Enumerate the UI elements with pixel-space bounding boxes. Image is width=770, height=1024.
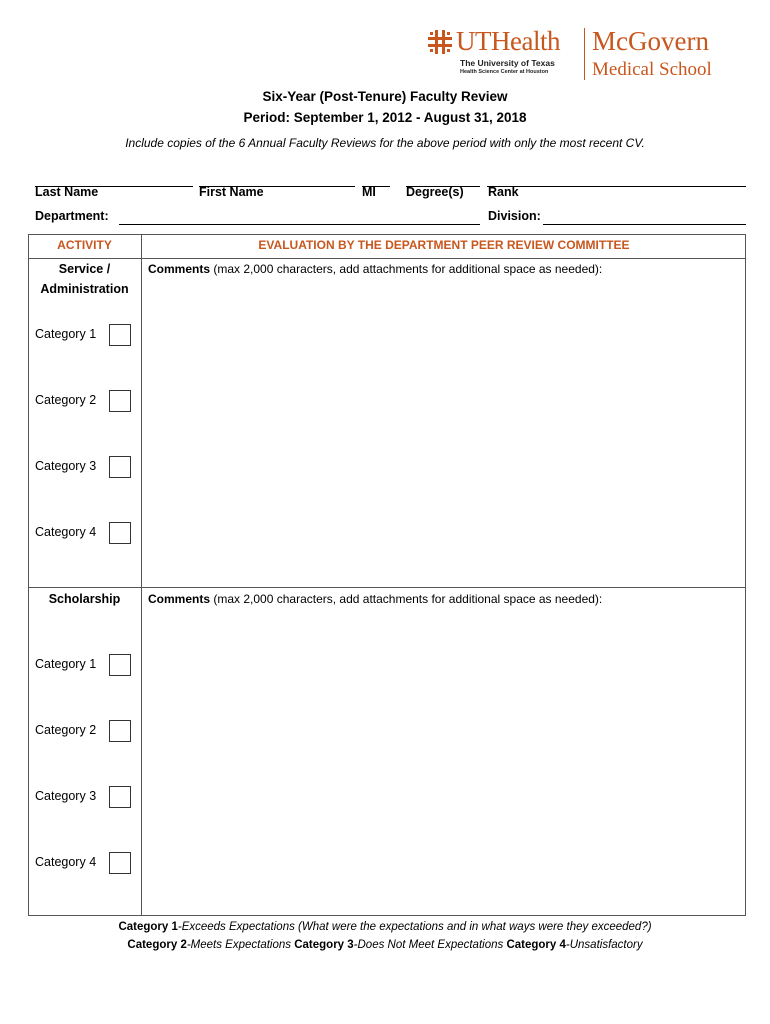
service-category-2-label: Category 2 (35, 393, 97, 407)
school-name-line1: McGovern (592, 26, 709, 56)
rank-field[interactable] (487, 186, 746, 187)
uthealth-mark-icon (428, 30, 452, 54)
table-column-divider (141, 234, 142, 916)
uthealth-subtitle: The University of Texas (460, 58, 555, 68)
service-comments-label (148, 262, 602, 276)
scholarship-category-1-checkbox[interactable] (109, 654, 131, 676)
comments-hint: (max 2,000 characters, add attachments for additional space as needed): (213, 262, 603, 276)
service-category-4-label: Category 4 (35, 525, 97, 539)
institution-logo (428, 26, 728, 84)
legend-c2-text: -Meets Expectations (186, 939, 292, 951)
scholarship-category-3-checkbox[interactable] (109, 786, 131, 808)
service-category-2-checkbox[interactable] (109, 390, 131, 412)
service-category-4-checkbox[interactable] (109, 522, 131, 544)
uthealth-wordmark: UTHealth (456, 26, 560, 56)
form-period: Period: September 1, 2012 - August 31, 2018 (243, 110, 527, 125)
first-name-label: First Name (199, 185, 264, 199)
comments-bold: Comments (148, 262, 211, 276)
table-section-divider (28, 587, 746, 588)
last-name-label: Last Name (35, 185, 99, 199)
activity-label-line2: Administration (40, 282, 129, 296)
comments-bold: Comments (148, 592, 211, 606)
service-category-3-label: Category 3 (35, 459, 97, 473)
legend-c3-label: Category 3 (294, 939, 354, 951)
form-title: Six-Year (Post-Tenure) Faculty Review (262, 89, 508, 104)
department-field[interactable] (119, 224, 480, 225)
scholarship-category-3-label: Category 3 (35, 789, 97, 803)
activity-scholarship (28, 589, 141, 609)
logo-divider (584, 28, 585, 80)
legend-c1-text: -Exceeds Expectations (What were the expectations and in what ways were they exceeded?) (177, 921, 652, 933)
scholarship-comments-area[interactable] (143, 612, 743, 912)
division-label: Division: (488, 209, 541, 223)
comments-hint: (max 2,000 characters, add attachments for additional space as needed): (213, 592, 603, 606)
service-category-1-checkbox[interactable] (109, 324, 131, 346)
activity-service-administration (28, 259, 141, 299)
service-category-1-label: Category 1 (35, 327, 97, 341)
activity-label-line1: Service / (58, 262, 111, 276)
scholarship-category-1-label: Category 1 (35, 657, 97, 671)
division-field[interactable] (543, 224, 746, 225)
evaluation-column-header: EVALUATION BY THE DEPARTMENT PEER REVIEW COMMITTEE (258, 238, 630, 252)
legend-c3-text: -Does Not Meet Expectations (353, 939, 504, 951)
mi-label: MI (362, 185, 376, 199)
degrees-label: Degree(s) (406, 185, 464, 199)
activity-label-line1: Scholarship (48, 592, 121, 606)
department-label: Department: (35, 209, 109, 223)
activity-column-header: ACTIVITY (57, 238, 112, 252)
service-comments-area[interactable] (143, 282, 743, 584)
school-name-line2: Medical School (592, 59, 712, 80)
legend-c4-label: Category 4 (506, 939, 566, 951)
legend-c2-label: Category 2 (127, 939, 187, 951)
scholarship-category-2-label: Category 2 (35, 723, 97, 737)
legend-c4-text: -Unsatisfactory (565, 939, 643, 951)
scholarship-comments-label (148, 592, 602, 606)
uthealth-subtitle-small: Health Science Center at Houston (460, 69, 549, 75)
rank-label: Rank (488, 185, 519, 199)
legend-c1-label: Category 1 (118, 921, 178, 933)
legend-line1 (0, 921, 770, 933)
scholarship-category-4-label: Category 4 (35, 855, 97, 869)
service-category-3-checkbox[interactable] (109, 456, 131, 478)
scholarship-category-2-checkbox[interactable] (109, 720, 131, 742)
legend-line2 (0, 939, 770, 951)
form-instructions: Include copies of the 6 Annual Faculty Reviews for the above period with only the most recent CV. (125, 136, 645, 150)
scholarship-category-4-checkbox[interactable] (109, 852, 131, 874)
